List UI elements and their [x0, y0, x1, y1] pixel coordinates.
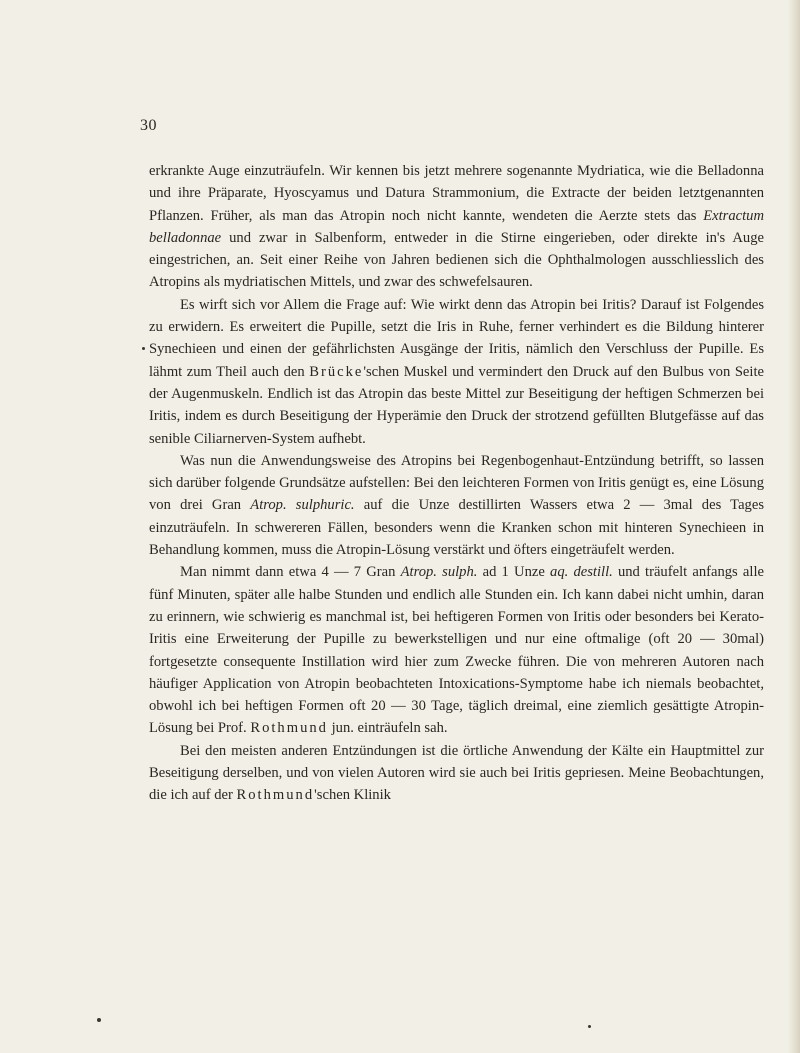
person-name: Rothmund — [250, 720, 328, 737]
text-run: Was nun die Anwendungsweise des Atropins bei Regenbogenhaut-Entzündung betrifft, so lassen sich darüber folgende Grundsätze aufstellen: Bei den leichteren Formen von Iritis genügt es, eine Lösung von drei Gran — [149, 452, 764, 514]
text-run: jun. einträufeln sah. — [327, 720, 448, 737]
body-text — [149, 160, 764, 807]
person-name: Brücke — [309, 363, 364, 380]
paragraph-2 — [149, 294, 764, 450]
text-run: und zwar in Salbenform, entweder in die Stirne eingerieben, oder direkte in's Auge eingestrichen, an. Seit einer Reihe von Jahren bedienen sich die Ophthalmologen ausschliesslich des Atropins als mydriatischen Mittels, und zwar des schwefelsauren. — [149, 229, 764, 291]
person-name: Rothmund — [236, 787, 315, 804]
paper-spot — [97, 1018, 101, 1022]
paragraph-5 — [149, 740, 764, 807]
paragraph-1 — [149, 160, 764, 294]
text-run: Bei den meisten anderen Entzündungen ist die örtliche Anwendung der Kälte ein Hauptmittel zur Beseitigung derselben, und von vielen Autoren wird sie auch bei Iritis gepriesen. Meine Beobachtungen, die ich auf der — [149, 742, 764, 804]
page-edge-shadow — [788, 0, 800, 1053]
text-run: 'schen Muskel und vermindert den Druck auf den Bulbus von Seite der Augenmuskeln. Endlich ist das Atropin das beste Mittel zur Beseitigung der heftigen Schmerzen bei Iritis, indem es durch Beseitigung der Hyperämie den Druck der strotzend gefüllten Blutgefässe auf das senible Ciliarnerven-System aufhebt. — [149, 363, 764, 447]
text-run: 'schen Klinik — [314, 787, 391, 804]
paper-spot — [588, 1025, 591, 1028]
text-run: erkrankte Auge einzuträufeln. Wir kennen bis jetzt mehrere sogenannte Mydriatica, wie die Belladonna und ihre Präparate, Hyoscyamus und Datura Strammonium, die Extracte der beiden letztgenannten Pflanzen. Früher, als man das Atropin noch nicht kannte, wendeten die Aerzte stets das — [149, 163, 764, 224]
paragraph-3 — [149, 450, 764, 561]
paper-spot — [142, 347, 145, 350]
text-run: Es wirft sich vor Allem die Frage auf: Wie wirkt denn das Atropin bei Iritis? Darauf ist Folgendes zu erwidern. Es erweitert die Pupille, setzt die Iris in Ruhe, ferner verhindert es die Bildung hinterer Synechieen und einen der gefährlichsten Ausgänge der Iritis, nämlich den Verschluss der Pupille. Es lähmt zum Theil auch den — [149, 296, 764, 380]
latin-term: aq. destill. — [550, 564, 613, 581]
text-run: Man nimmt dann etwa 4 — 7 Gran — [180, 564, 401, 581]
latin-term: Atrop. sulph. — [400, 564, 478, 581]
page-number: 30 — [140, 117, 157, 134]
text-run: und träufelt anfangs alle fünf Minuten, später alle halbe Stunden und endlich alle Stunden ein. Ich kann dabei nicht umhin, daran zu erinnern, wie schwierig es manchmal ist, bei heftigeren Formen von Iritis oder besonders bei Kerato-Iritis eine Erweiterung der Pupille zu bewerkstelligen und nur eine oftmalige (oft 20 — 30mal) fortgesetzte consequente Instillation wird hier zum Zwecke führen. Die von mehreren Autoren nach häufiger Application von Atropin beobachteten Intoxications-Symptome habe ich niemals beobachtet, obwohl ich bei heftigen Formen oft 20 — 30 Tage, täglich dreimal, eine ziemlich gesättigte Atropin-Lösung bei Prof. — [149, 564, 764, 737]
text-run: ad 1 Unze — [477, 564, 551, 581]
latin-term: Atrop. sulphuric. — [250, 497, 355, 514]
text-run: auf die Unze destillirten Wassers etwa 2 — 3mal des Tages einzuträufeln. In schwereren Fällen, besonders wenn die Kranken schon mit hinteren Synechieen in Behandlung kommen, muss die Atropin-Lösung verstärkt und öfters eingeträufelt werden. — [149, 497, 765, 559]
paragraph-4 — [149, 561, 764, 739]
latin-term: Extractum belladonnae — [149, 207, 764, 246]
